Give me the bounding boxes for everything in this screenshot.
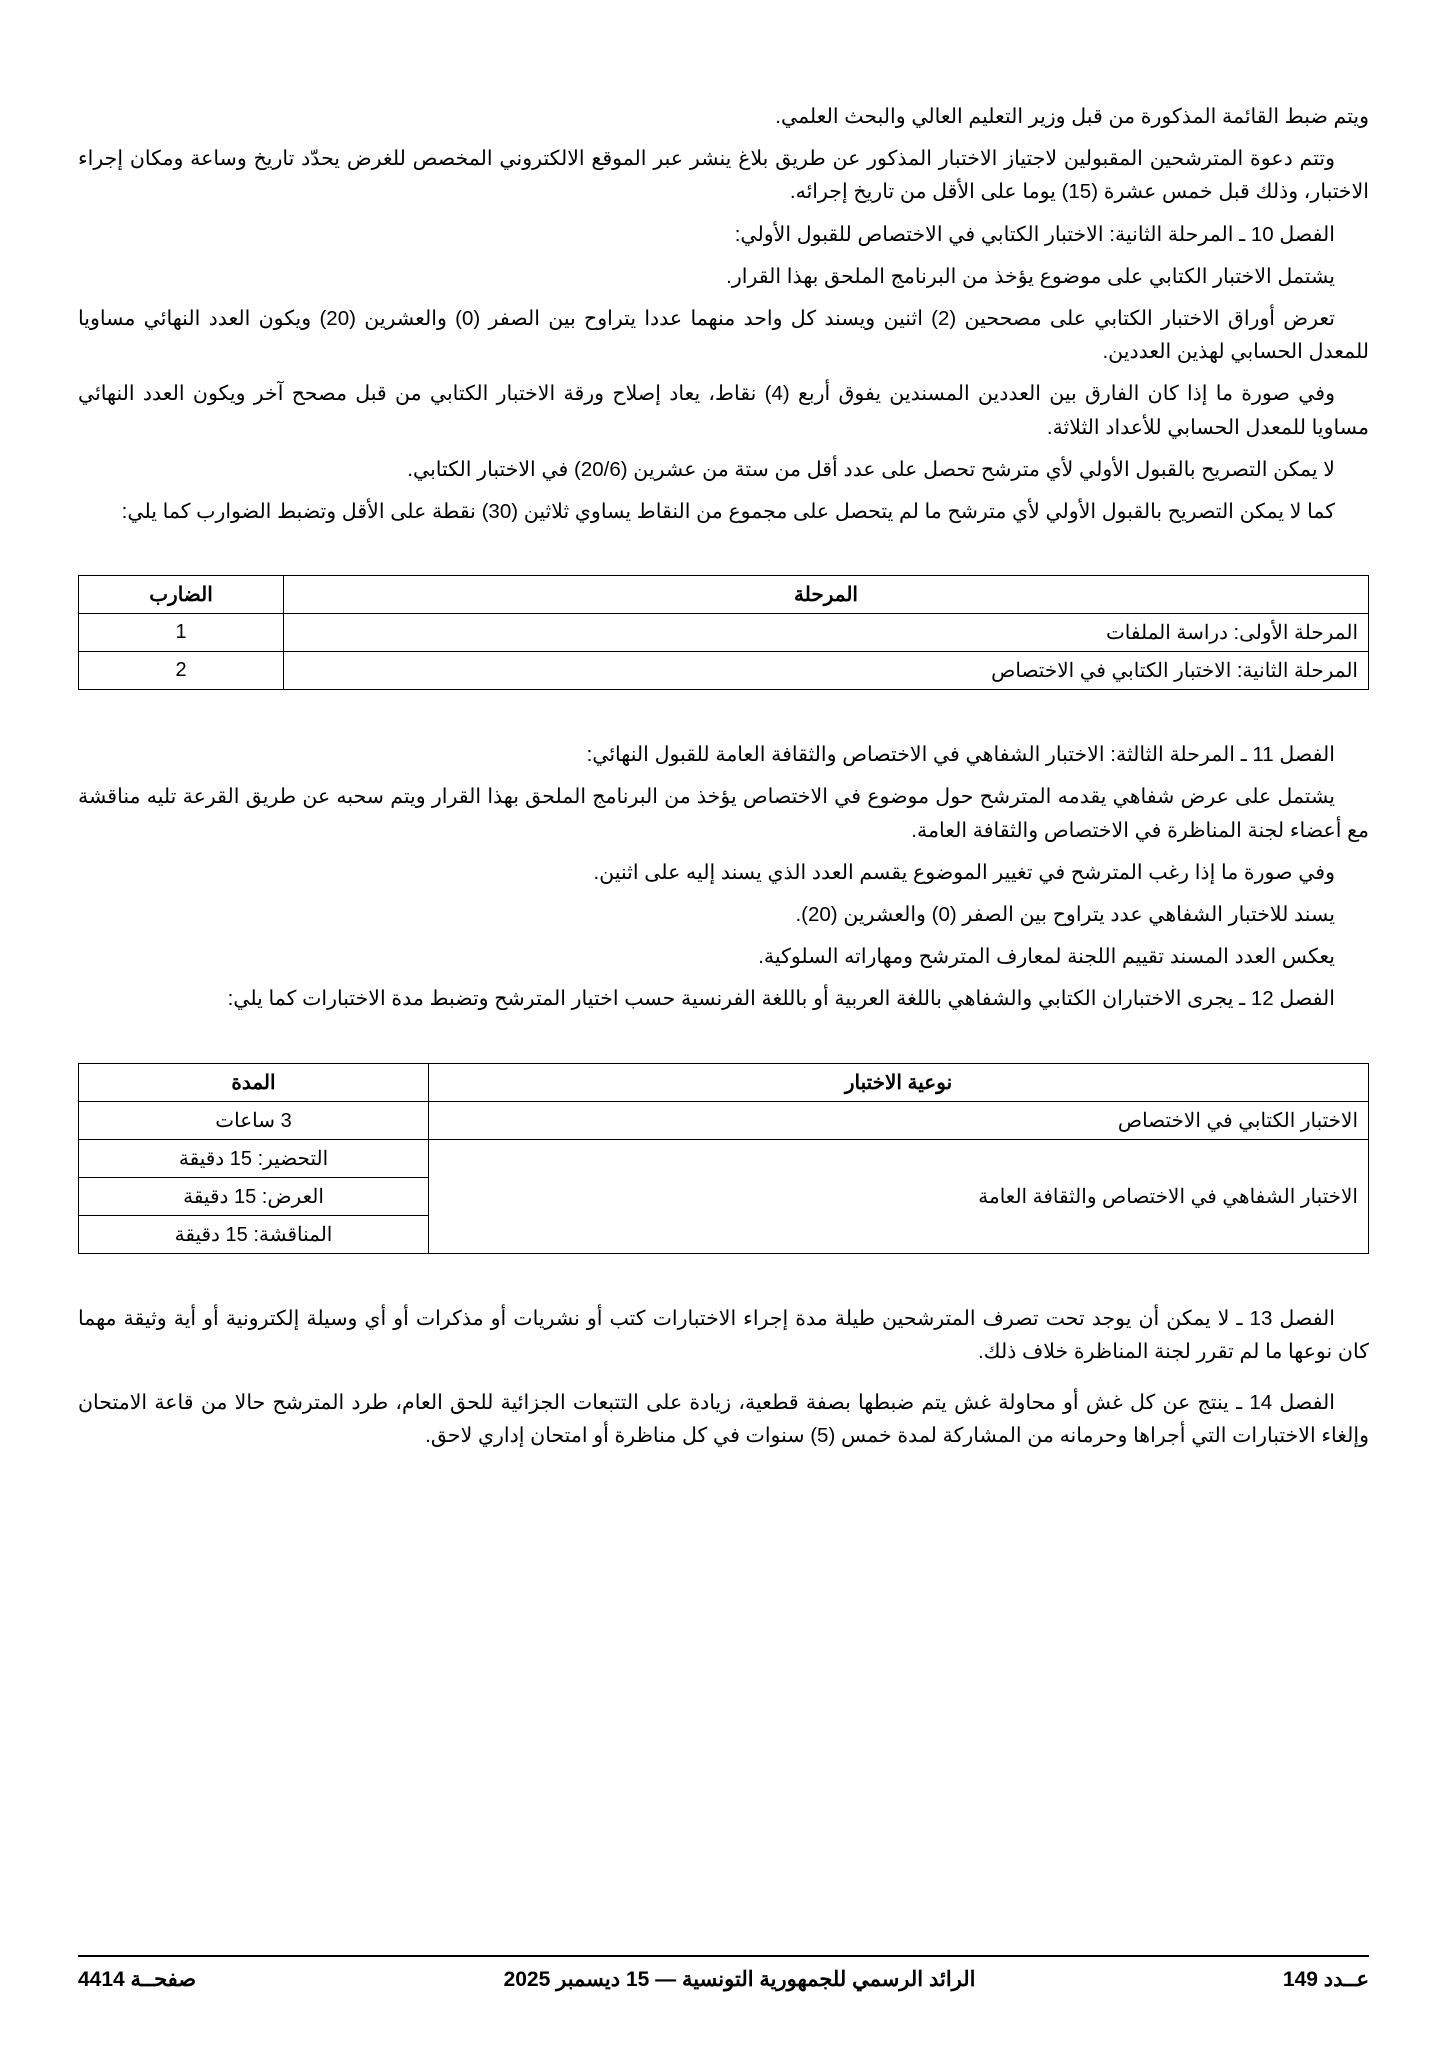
article-heading-10: الفصل 10 ـ المرحلة الثانية: الاختبار الكتابي في الاختصاص للقبول الأولي: [734,222,1335,246]
cell-test-type: الاختبار الشفاهي في الاختصاص والثقافة العامة [429,1139,1369,1253]
cell-duration: العرض: 15 دقيقة [79,1177,429,1215]
paragraph: وتتم دعوة المترشحين المقبولين لاجتياز الاختبار المذكور عن طريق بلاغ ينشر عبر الموقع الالكتروني المخصص للغرض يحدّد تاريخ وساعة ومكان إجراء الاختبار، وذلك قبل خمس عشرة (15) يوما على الأقل من تاريخ إجرائه. [78,147,1369,204]
column-header-multiplier: الضارب [79,576,284,614]
cell-stage: المرحلة الثانية: الاختبار الكتابي في الاختصاص [284,652,1369,690]
column-header-test-type: نوعية الاختبار [429,1063,1369,1101]
cell-stage: المرحلة الأولى: دراسة الملفات [284,614,1369,652]
cell-multiplier: 1 [79,614,284,652]
table-row [79,652,1369,690]
cell-test-type: الاختبار الكتابي في الاختصاص [429,1101,1369,1139]
footer-divider [78,1955,1369,1957]
paragraph: ويتم ضبط القائمة المذكورة من قبل وزير التعليم العالي والبحث العلمي. [775,105,1369,128]
paragraph: كما لا يمكن التصريح بالقبول الأولي لأي مترشح ما لم يتحصل على مجموع من النقاط يساوي ثلاثين (30) نقطة على الأقل وتضبط الضوارب كما يلي: [121,500,1335,524]
tests-duration-table [78,1063,1369,1254]
table-row [79,614,1369,652]
cell-duration: 3 ساعات [79,1101,429,1139]
footer-page-number: صفحــة 4414 [78,1968,197,1991]
paragraph: يعكس العدد المسند تقييم اللجنة لمعارف المترشح ومهاراته السلوكية. [758,945,1335,969]
cell-multiplier: 2 [79,652,284,690]
footer-issue-number: عــدد 149 [1282,1968,1369,1991]
table-row [79,1139,1369,1177]
article-heading-11: الفصل 11 ـ المرحلة الثالثة: الاختبار الشفاهي في الاختصاص والثقافة العامة للقبول النهائي: [586,743,1335,767]
table-header-row [79,576,1369,614]
column-header-stage: المرحلة [284,576,1369,614]
article-heading-12: الفصل 12 ـ يجرى الاختباران الكتابي والشفاهي باللغة العربية أو باللغة الفرنسية حسب اختيار المترشح وتضبط مدة الاختبارات كما يلي: [227,987,1335,1011]
paragraph: وفي صورة ما إذا كان الفارق بين العددين المسندين يفوق أربع (4) نقاط، يعاد إصلاح ورقة الاختبار الكتابي من قبل مصحح آخر ويكون العدد النهائي مساويا للمعدل الحسابي للأعداد الثلاثة. [78,382,1369,439]
footer-journal-title: الرائد الرسمي للجمهورية التونسية — 15 ديسمبر 2025 [503,1968,976,1991]
paragraph: وفي صورة ما إذا رغب المترشح في تغيير الموضوع يقسم العدد الذي يسند إليه على اثنين. [593,860,1335,884]
article-heading-13: الفصل 13 ـ لا يمكن أن يوجد تحت تصرف المترشحين طيلة مدة إجراء الاختبارات كتب أو نشريات أو مذكرات أو أي وسيلة إلكترونية أو أية وثيقة مهما كان نوعها ما لم تقرر لجنة المناظرة خلاف ذلك. [78,1306,1369,1363]
stages-multipliers-table [78,575,1369,690]
paragraph: يشتمل على عرض شفاهي يقدمه المترشح حول موضوع في الاختصاص يؤخذ من البرنامج الملحق بهذا القرار ويتم سحبه عن طريق القرعة تليه مناقشة مع أعضاء لجنة المناظرة في الاختصاص والثقافة العامة. [78,785,1369,842]
cell-duration: التحضير: 15 دقيقة [79,1139,429,1177]
column-header-duration: المدة [79,1063,429,1101]
article-heading-14: الفصل 14 ـ ينتج عن كل غش أو محاولة غش يتم ضبطها بصفة قطعية، زيادة على التتبعات الجزائية للحق العام، طرد المترشح حالا من قاعة الامتحان وإلغاء الاختبارات التي أجراها وحرمانه من المشاركة لمدة خمس (5) سنوات في كل مناظرة أو امتحان إداري لاحق. [78,1391,1369,1448]
paragraph: تعرض أوراق الاختبار الكتابي على مصححين (2) اثنين ويسند كل واحد منهما عددا يتراوح بين الصفر (0) والعشرين (20) ويكون العدد النهائي مساويا للمعدل الحسابي لهذين العددين. [78,307,1369,364]
paragraph: يشتمل الاختبار الكتابي على موضوع يؤخذ من البرنامج الملحق بهذا القرار. [726,264,1335,288]
paragraph: لا يمكن التصريح بالقبول الأولي لأي مترشح تحصل على عدد أقل من ستة من عشرين (20/6) في الاختبار الكتابي. [407,457,1335,481]
cell-duration: المناقشة: 15 دقيقة [79,1215,429,1253]
paragraph: يسند للاختبار الشفاهي عدد يتراوح بين الصفر (0) والعشرين (20). [795,903,1335,927]
page-footer [78,1955,1369,1992]
table-header-row [79,1063,1369,1101]
table-row [79,1101,1369,1139]
